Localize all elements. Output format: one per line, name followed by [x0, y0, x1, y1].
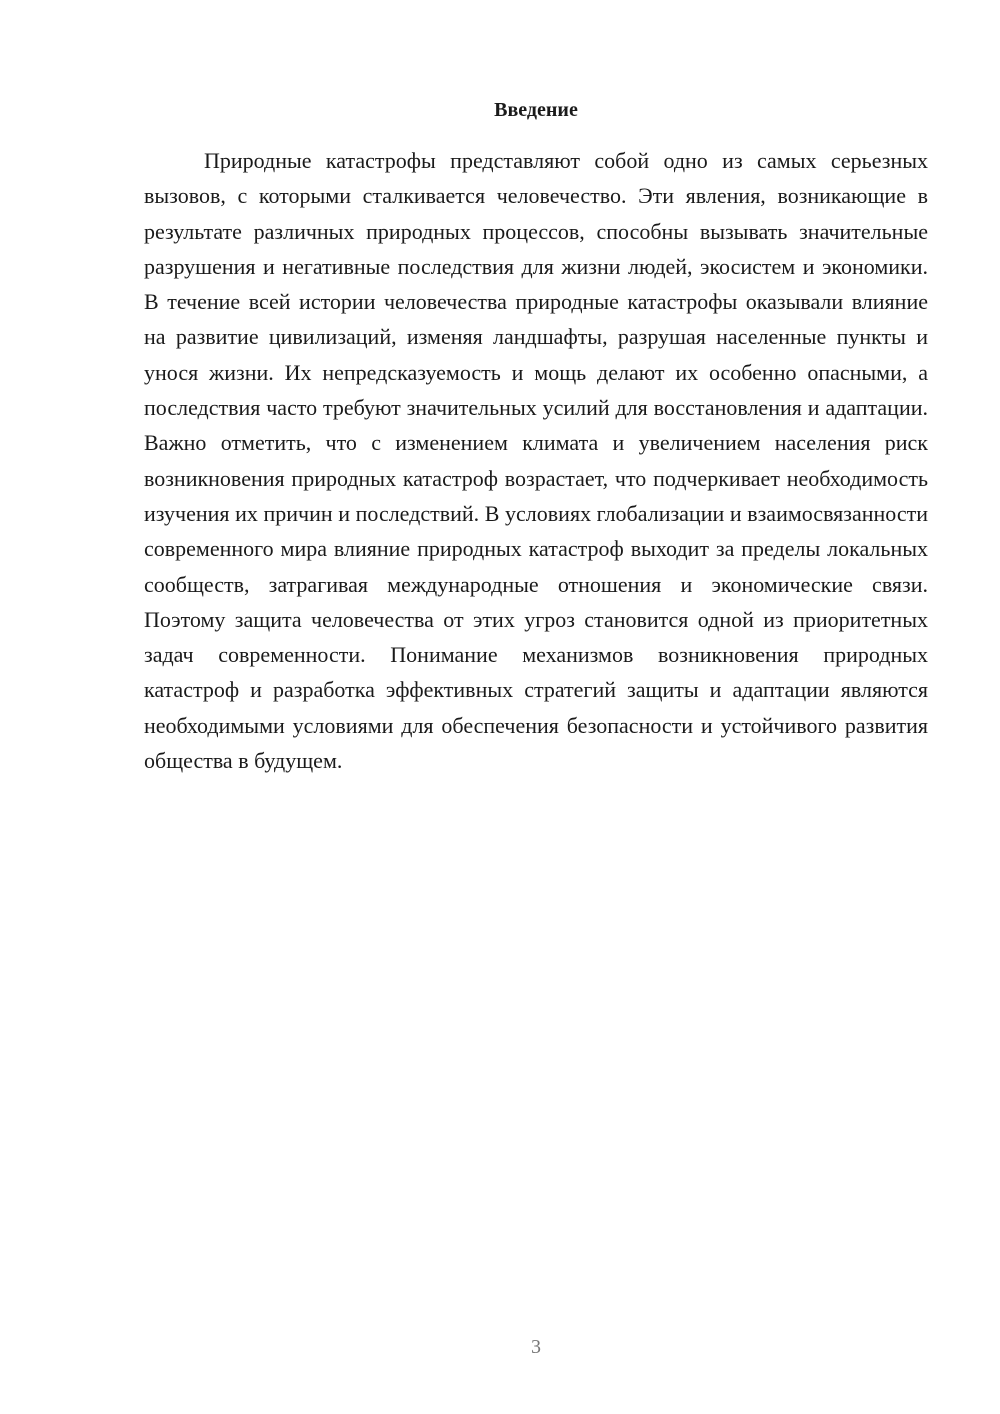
page-number: 3 — [531, 1336, 541, 1358]
section-heading: Введение — [494, 99, 578, 121]
body-paragraph: Природные катастрофы представляют собой одно из самых серьезных вызовов, с которыми сталкивается человечество. Эти явления, возникающие в результате различных природных процессов, способны вызывать значительные разрушения и негативные последствия для жизни людей, экосистем и экономики. В течение всей истории человечества природные катастрофы оказывали влияние на развитие цивилизаций, изменяя ландшафты, разрушая населенные пункты и унося жизни. Их непредсказуемость и мощь делают их особенно опасными, а последствия часто требуют значительных усилий для восстановления и адаптации. Важно отметить, что с изменением климата и увеличением населения риск возникновения природных катастроф возрастает, что подчеркивает необходимость изучения их причин и последствий. В условиях глобализации и взаимосвязанности современного мира влияние природных катастроф выходит за пределы локальных сообществ, затрагивая международные отношения и экономические связи. Поэтому защита человечества от этих угроз становится одной из приоритетных задач современности. Понимание механизмов возникновения природных катастроф и разработка эффективных стратегий защиты и адаптации являются необходимыми условиями для обеспечения безопасности и устойчивого развития общества в будущем. — [144, 148, 928, 774]
